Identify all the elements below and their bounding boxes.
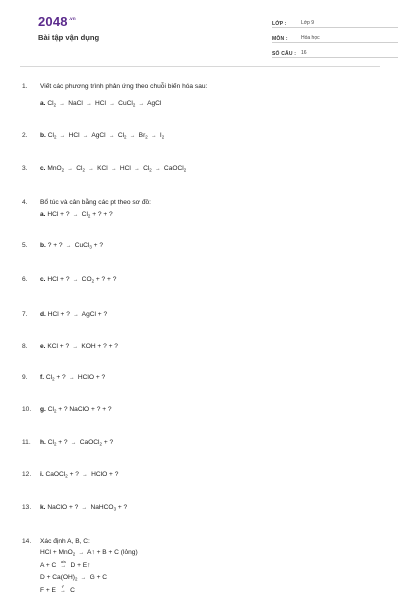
question-body <box>40 82 370 110</box>
reaction-equation: c. HCl + ? → $CO_2$ + ? + ? <box>40 276 117 284</box>
reaction-arrow: → <box>70 440 77 446</box>
question-number: 13. <box>22 504 32 511</box>
question-number: 1. <box>22 83 28 90</box>
meta-row-count <box>272 45 398 58</box>
reaction-equation: k. NaClO + ? → NaHCO$_3$ + ? <box>40 504 128 512</box>
meta-key: LỚP : <box>272 21 287 27</box>
question-number: 7. <box>22 311 28 318</box>
reaction-arrow: → <box>72 212 79 218</box>
question-body <box>40 537 370 595</box>
reaction-equation: F + E t° → C <box>40 584 75 594</box>
reaction-arrow: → <box>69 375 75 381</box>
question-body <box>40 241 370 252</box>
question-number: 4. <box>22 199 28 206</box>
reaction-arrow: → <box>129 133 136 139</box>
logo-text: 2048 <box>38 14 68 29</box>
question-number: 9. <box>22 374 28 381</box>
reaction-chain: b. $Cl_2$ → HCl → AgCl → $Cl_2 \to Br_2 \to I_2$ <box>40 132 165 140</box>
question-body <box>40 405 370 416</box>
reaction-equation: i. CaOCl$_2$ + ? → HClO + ? <box>40 471 119 479</box>
question-label: h. <box>40 439 46 446</box>
reaction-equation: A + C a/s → D + E↑ <box>40 560 91 570</box>
site-logo[interactable] <box>38 14 76 29</box>
reaction-arrow: → <box>65 243 72 249</box>
meta-table <box>272 15 398 60</box>
question-body <box>40 198 370 221</box>
question-label: b. <box>40 132 46 139</box>
question-body <box>40 131 370 142</box>
reaction-equation: b. ? + ? → CuCl$_3$ + ? <box>40 242 104 250</box>
question-body <box>40 342 370 352</box>
question-label: k. <box>40 504 46 511</box>
reaction-equation: f. $Cl_2$ + ? → HClO + ? <box>40 374 106 382</box>
reaction-arrow: t° → <box>60 584 66 594</box>
reaction-arrow: → <box>59 101 65 107</box>
reaction-arrow: → <box>111 166 117 172</box>
question-number: 2. <box>22 132 28 139</box>
question-number: 10. <box>22 406 32 413</box>
reaction-arrow: → <box>78 550 85 556</box>
page-header <box>18 0 382 62</box>
reaction-arrow: a/s → <box>60 560 67 570</box>
reaction-arrow: → <box>72 277 79 283</box>
header-divider <box>20 66 380 67</box>
reaction-arrow: → <box>86 101 92 107</box>
question-number: 5. <box>22 242 28 249</box>
question-body <box>40 373 370 384</box>
meta-value: Hóa học <box>301 35 320 41</box>
meta-value: Lớp 9 <box>301 20 315 26</box>
question-label: c. <box>40 276 46 283</box>
reaction-arrow: → <box>72 344 78 350</box>
reaction-arrow: → <box>81 505 88 511</box>
question-label: e. <box>40 343 46 350</box>
meta-row-class <box>272 15 398 28</box>
reaction-equation: h. $Cl_2$ + ? → CaOCl$_2$ + ? <box>40 439 114 447</box>
question-number: 12. <box>22 471 32 478</box>
question-body <box>40 164 370 175</box>
reaction-arrow: → <box>155 166 161 172</box>
meta-value: 16 <box>301 50 307 56</box>
reaction-arrow: → <box>80 574 87 581</box>
question-number: 8. <box>22 343 28 350</box>
reaction-arrow: → <box>73 312 79 318</box>
reaction-arrow: → <box>82 133 89 139</box>
reaction-arrow: → <box>108 133 115 139</box>
reaction-chain: a. $Cl_2$ → NaCl → HCl → CuCl$_2$ → AgCl <box>40 100 162 108</box>
reaction-chain: c. $MnO_2 \to Cl_2$ → KCl → HCl → $Cl_2$ → CaOCl$_2$ <box>40 165 187 173</box>
question-label: a. <box>40 211 46 218</box>
reaction-arrow: → <box>88 166 94 172</box>
document-title: Bài tập vận dụng <box>38 33 100 42</box>
meta-row-subject <box>272 30 398 43</box>
reaction-equation: d. HCl + ? → AgCl + ? <box>40 311 108 318</box>
question-label: b. <box>40 242 46 249</box>
question-number: 14. <box>22 538 32 545</box>
question-number: 3. <box>22 165 28 172</box>
question-label: g. <box>40 406 46 413</box>
question-body <box>40 470 370 481</box>
meta-key: MÔN : <box>272 36 288 42</box>
meta-key: SỐ CÂU : <box>272 51 297 57</box>
reaction-equation: e. KCl + ? → KOH + ? + ? <box>40 343 118 350</box>
reaction-arrow: → <box>67 166 73 172</box>
question-instruction: Bổ túc và cân bằng các pt theo sơ đồ: <box>40 199 151 206</box>
reaction-arrow: → <box>134 166 140 172</box>
reaction-equation: $D + Ca(OH)_2 \to G + C$ <box>40 573 108 582</box>
question-number: 11. <box>22 439 31 446</box>
reaction-arrow: → <box>151 133 157 139</box>
question-label: c. <box>40 165 46 172</box>
reaction-arrow: → <box>138 101 145 107</box>
reaction-equation: a. HCl + ? → $Cl_2$ + ? + ? <box>40 211 113 219</box>
logo-domain: .vn <box>68 16 76 21</box>
question-body <box>40 438 370 449</box>
question-number: 6. <box>22 276 28 283</box>
reaction-equation: g. $Cl_2$ + ? NaClO + ? + ? <box>40 406 112 414</box>
question-label: f. <box>40 374 45 381</box>
question-instruction: Viết các phương trình phản ứng theo chuỗi biến hóa sau: <box>40 83 208 90</box>
reaction-arrow: → <box>59 133 66 139</box>
question-label: i. <box>40 471 44 478</box>
question-label: a. <box>40 100 46 107</box>
reaction-equation: HCl + MnO$_2$ → A↑ + B + C (lỏng) <box>40 549 138 557</box>
question-body <box>40 310 370 320</box>
reaction-arrow: → <box>109 101 115 107</box>
question-body <box>40 503 370 514</box>
question-instruction: Xác định A, B, C: <box>40 538 90 545</box>
reaction-arrow: → <box>82 472 88 478</box>
question-label: d. <box>40 311 46 318</box>
question-body <box>40 275 370 286</box>
